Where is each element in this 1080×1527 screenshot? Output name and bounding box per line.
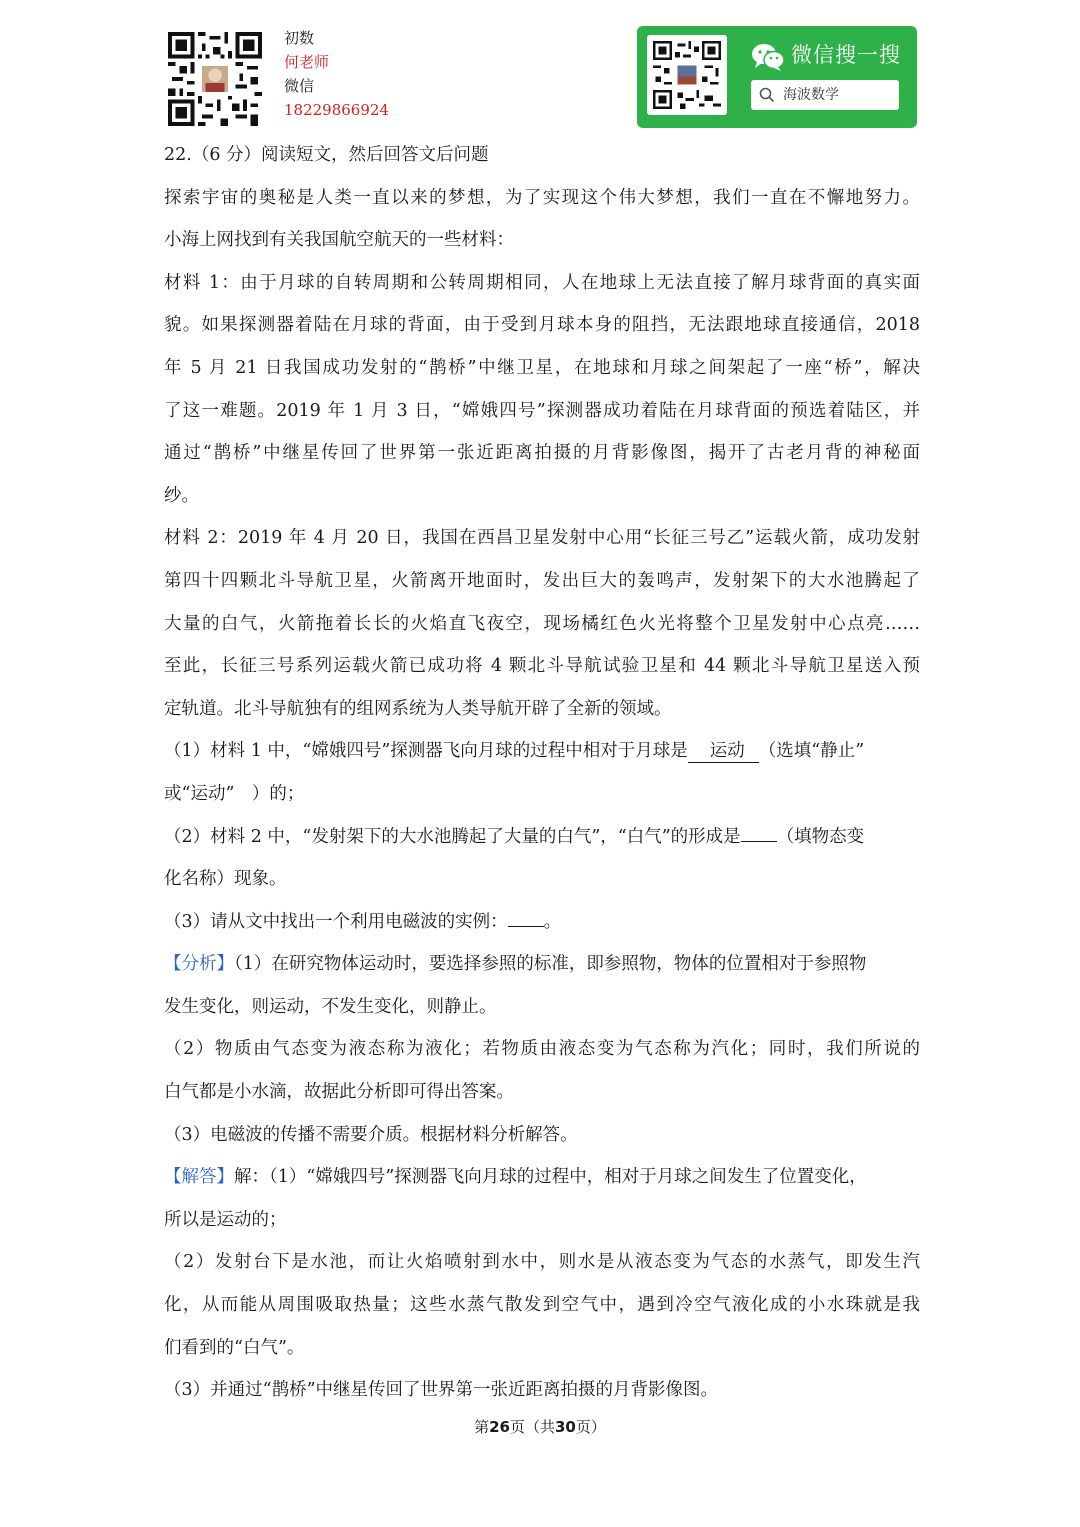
q2-text: （2）材料 2 中，“发射架下的大水池腾起了大量的白气”，“白气”的形成是: [164, 826, 741, 847]
total-pages: 30: [555, 1418, 576, 1436]
wechat-search-title: 微信搜一搜: [791, 43, 901, 67]
analysis-line: [164, 943, 920, 986]
analysis-line: 发生变化，则运动，不发生变化，则静止。: [164, 996, 497, 1017]
sub-question-2: [164, 816, 920, 859]
material-2-line: 材料 2：2019 年 4 月 20 日，我国在西昌卫星发射中心用“长征三号乙”运载火箭，成功发射: [164, 528, 920, 549]
contact-name: 何老师: [284, 53, 330, 71]
material-2-line: 第四十四颗北斗导航卫星，火箭离开地面时，发出巨大的轰鸣声，发射架下的大水池腾起了: [164, 570, 920, 591]
q1-text: （1）材料 1 中，“嫦娥四号”探测器飞向月球的过程中相对于月球是: [164, 741, 688, 762]
material-2-line: 大量的白气，火箭拖着长长的火焰直飞夜空，现场橘红色火光将整个卫星发射中心点亮……: [164, 613, 920, 634]
analysis-line: 白气都是小水滴，故据此分析即可得出答案。: [164, 1082, 514, 1103]
solution-text: 解：（1）“嫦娥四号”探测器飞向月球的过程中，相对于月球之间发生了位置变化，: [234, 1167, 867, 1188]
passage-line: 探索宇宙的奥秘是人类一直以来的梦想，为了实现这个伟大梦想，我们一直在不懈地努力。: [164, 187, 920, 208]
material-1-line: 年 5 月 21 日我国成功发射的“鹊桥”中继卫星，在地球和月球之间架起了一座“桥”，解决: [164, 357, 920, 378]
wechat-search-box[interactable]: [751, 80, 899, 110]
material-1-line: 纱。: [164, 485, 199, 506]
analysis-tag: 【分析】: [164, 954, 234, 975]
sub-question-1-cont: 或“运动” ）的；: [164, 783, 305, 804]
sub-question-1: [164, 730, 920, 773]
search-icon: [759, 87, 775, 103]
q2-hint: （填物态变: [776, 826, 865, 847]
wechat-logo-icon: [751, 42, 785, 72]
solution-line: （3）并通过“鹊桥”中继星传回了世界第一张近距离拍摄的月背影像图。: [164, 1380, 719, 1401]
q2-blank: [741, 841, 777, 842]
sub-question-2-cont: 化名称）现象。: [164, 869, 287, 890]
solution-line: 所以是运动的；: [164, 1209, 287, 1230]
solution-line: 们看到的“白气”。: [164, 1337, 305, 1358]
footer-mid: 页（共: [509, 1418, 555, 1436]
solution-line: （2）发射台下是水池，而让火焰喷射到水中，则水是从液态变为气态的水蒸气，即发生汽: [164, 1252, 920, 1273]
q3-blank: [508, 926, 544, 927]
page-number: 26: [489, 1418, 510, 1436]
material-2-line: 至此，长征三号系列运载火箭已成功将 4 颗北斗导航试验卫星和 44 颗北斗导航卫星送入预: [164, 656, 920, 677]
material-1-line: 貌。如果探测器着陆在月球的背面，由于受到月球本身的阻挡，无法跟地球直接通信，2018: [164, 315, 920, 336]
sub-question-3: [164, 901, 920, 944]
material-2-line: 定轨道。北斗导航独有的组网系统为人类导航开辟了全新的领域。: [164, 698, 672, 719]
teacher-contact: [284, 26, 389, 122]
wechat-qr-frame: [647, 35, 727, 115]
document-content: [164, 134, 920, 1412]
footer-pre: 第: [474, 1418, 490, 1436]
q1-answer: 运动: [688, 740, 759, 763]
wechat-qr-code: [653, 41, 721, 109]
wechat-search-card: [637, 26, 917, 128]
solution-tag: 【解答】: [164, 1167, 234, 1188]
contact-wechat-label: 微信: [284, 77, 315, 95]
page-footer: [0, 1416, 1080, 1437]
q3-text: （3）请从文中找出一个利用电磁波的实例：: [164, 911, 508, 932]
material-1-line: 了这一难题。2019 年 1 月 3 日，“嫦娥四号”探测器成功着陆在月球背面的预选着陆区，并: [164, 400, 920, 421]
question-title: 22.（6 分）阅读短文，然后回答文后问题: [164, 145, 489, 165]
q3-end: 。: [543, 911, 562, 932]
q1-hint: （选填“静止”: [758, 741, 865, 762]
analysis-line: （2）物质由气态变为液态称为液化；若物质由液态变为气态称为汽化；同时，我们所说的: [164, 1039, 920, 1060]
wechat-search-keyword: 海波数学: [783, 87, 839, 103]
solution-line: 化，从而能从周围吸取热量；这些水蒸气散发到空气中，遇到冷空气液化成的小水珠就是我: [164, 1295, 920, 1316]
material-1-line: 通过“鹊桥”中继星传回了世界第一张近距离拍摄的月背影像图，揭开了古老月背的神秘面: [164, 443, 920, 464]
contact-phone: 18229866924: [284, 101, 389, 119]
qr-code-image: [168, 32, 262, 126]
passage-line: 小海上网找到有关我国航空航天的一些材料：: [164, 230, 514, 251]
footer-post: 页）: [575, 1418, 606, 1436]
solution-line: [164, 1156, 920, 1199]
material-1-line: 材料 1：由于月球的自转周期和公转周期相同，人在地球上无法直接了解月球背面的真实面: [164, 272, 920, 293]
contact-subject: 初数: [284, 29, 315, 47]
analysis-line: （3）电磁波的传播不需要介质。根据材料分析解答。: [164, 1124, 578, 1145]
analysis-text: （1）在研究物体运动时，要选择参照的标准，即参照物，物体的位置相对于参照物: [234, 954, 867, 975]
